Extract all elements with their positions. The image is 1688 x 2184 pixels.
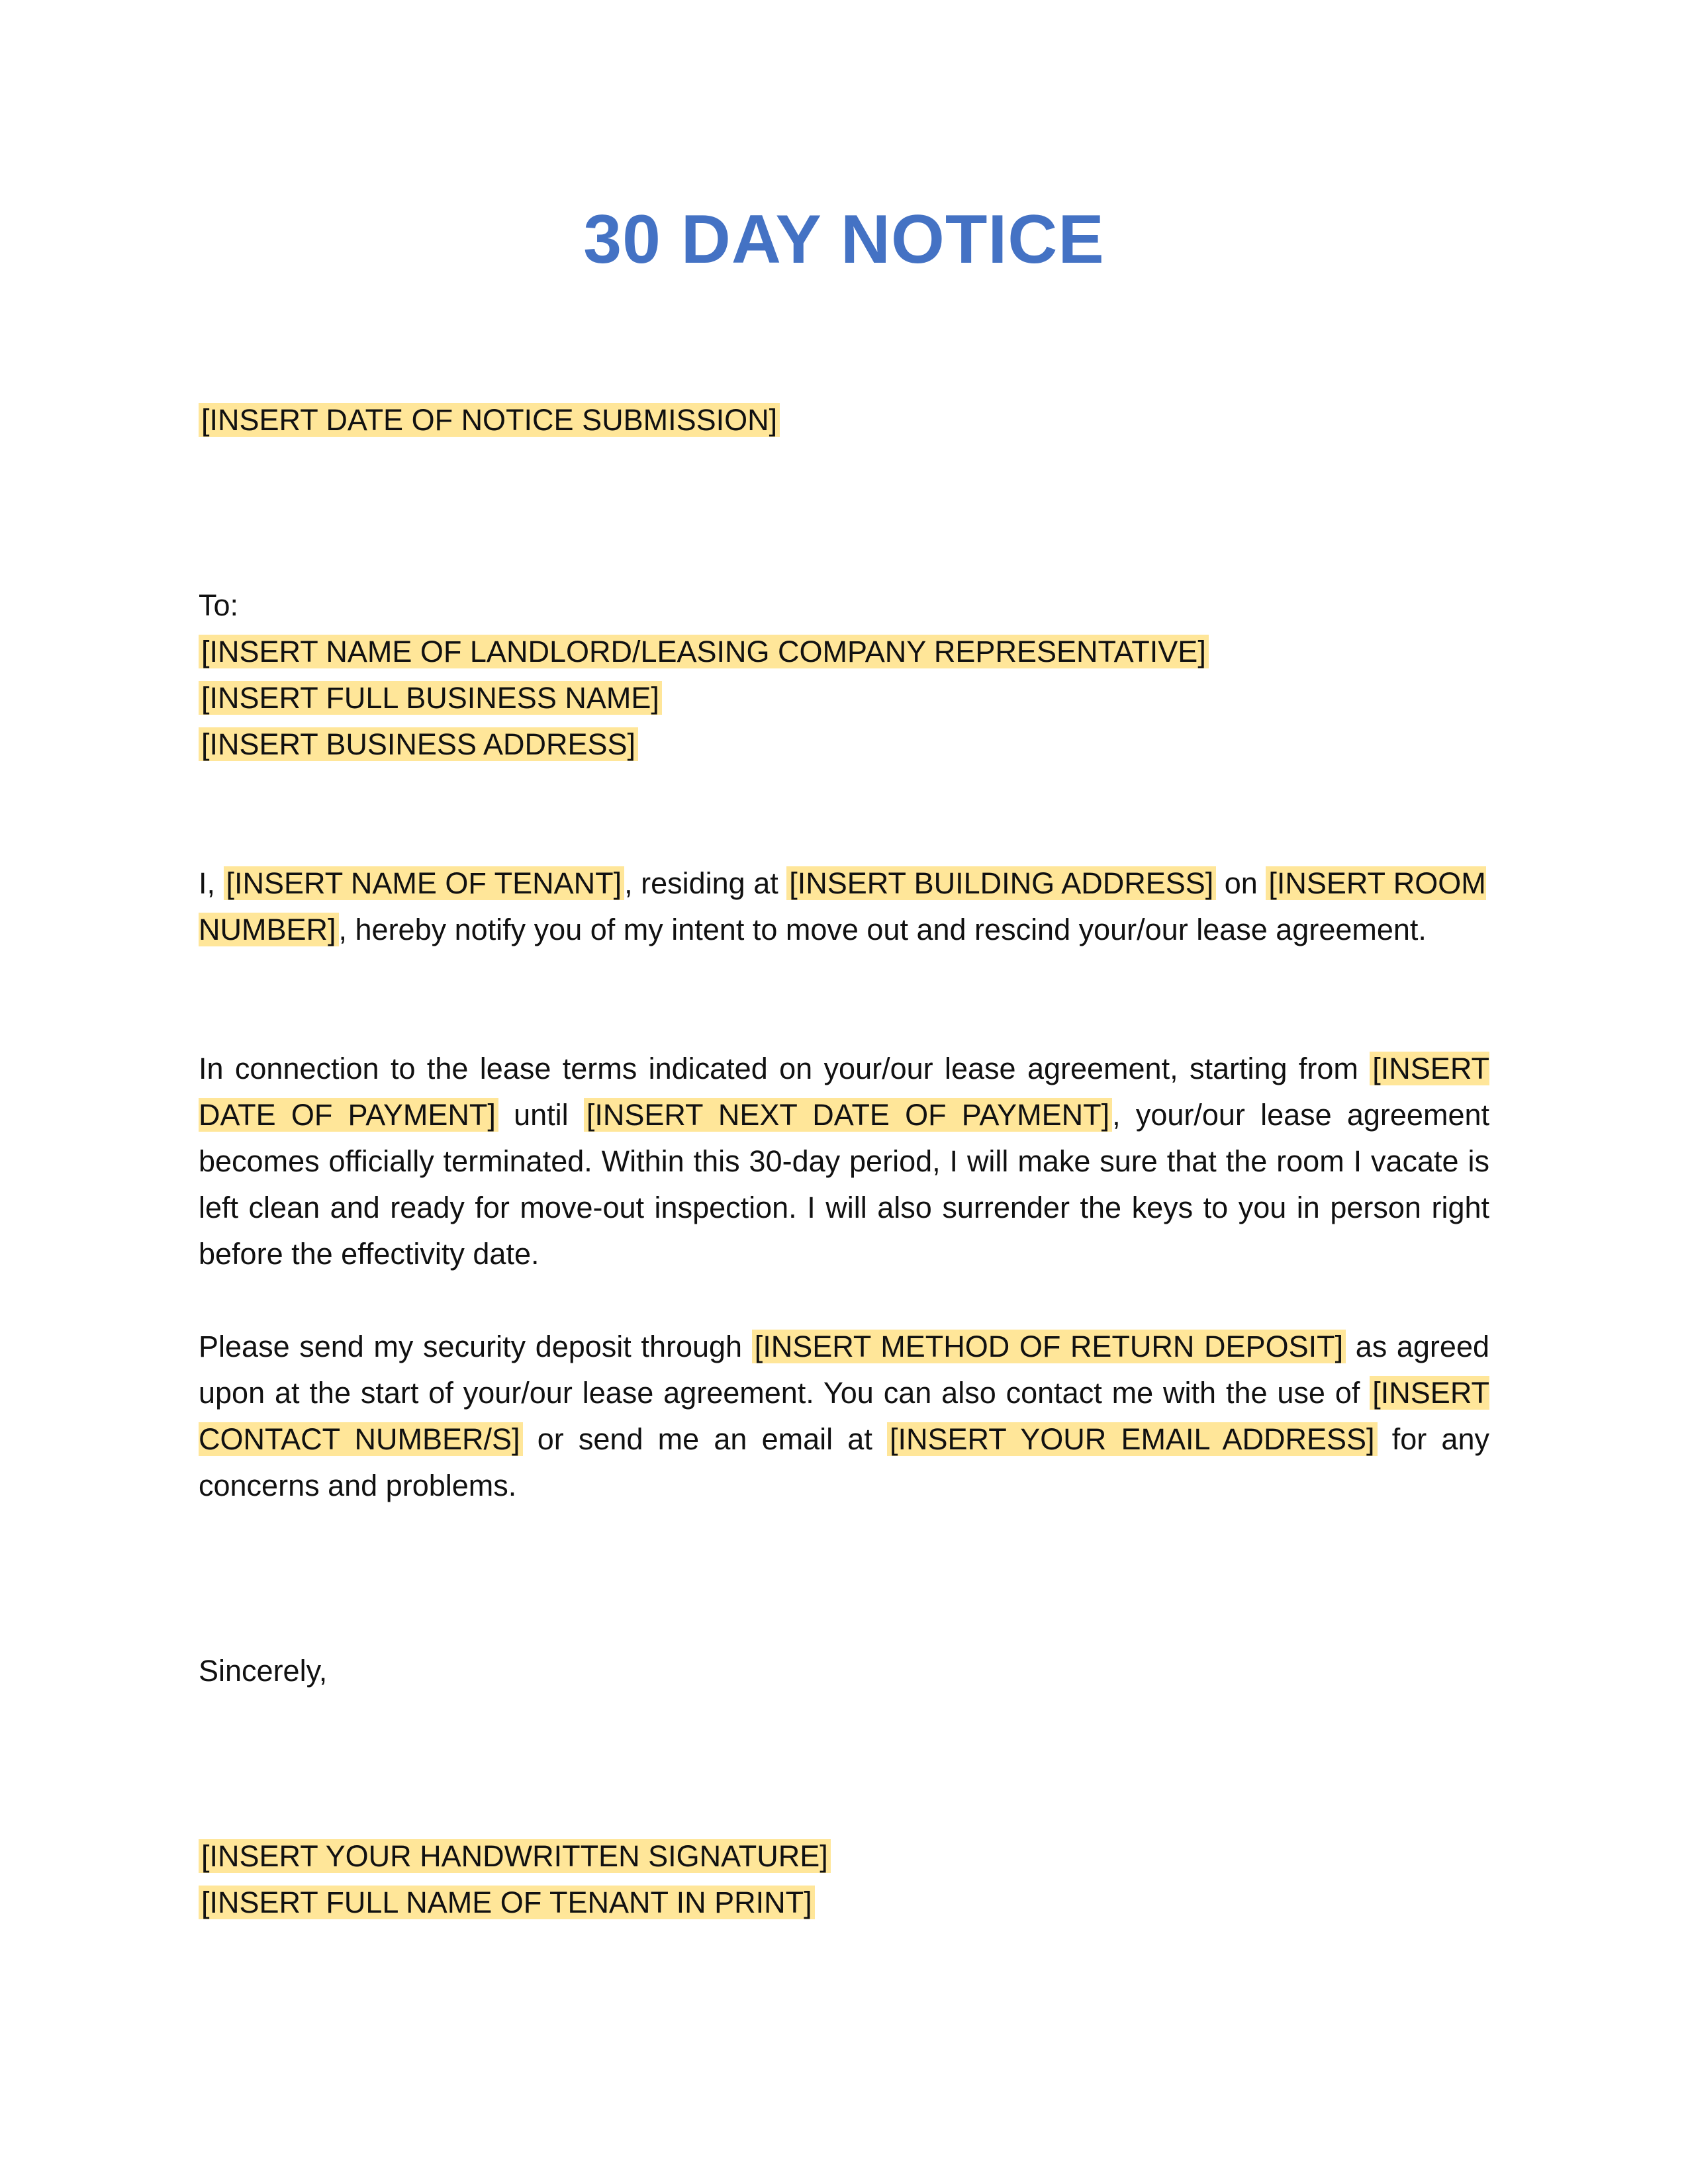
closing-block xyxy=(199,1648,1489,1694)
p3-text-1: Please send my security deposit through xyxy=(199,1330,752,1363)
p3-text-4: for any concerns and problems. xyxy=(199,1422,1489,1502)
deposit-method-placeholder: [INSERT METHOD OF RETURN DEPOSIT] xyxy=(752,1330,1346,1363)
recipient-business-line xyxy=(199,675,1489,721)
recipient-block xyxy=(199,582,1489,768)
recipient-address-placeholder: [INSERT BUSINESS ADDRESS] xyxy=(199,727,638,761)
recipient-address-line xyxy=(199,721,1489,768)
p2-text-1: In connection to the lease terms indicated on your/our lease agreement, starting from xyxy=(199,1052,1370,1085)
p2-text-3: , your/our lease agreement becomes officially terminated. Within this 30-day period, I will make sure that the room I vacate is left clean and ready for move-out inspection. I will also surrender the keys to you in person right before the effectivity date. xyxy=(199,1098,1489,1271)
p1-text-4: , hereby notify you of my intent to move out and rescind your/our lease agreement. xyxy=(338,913,1427,946)
closing-text: Sincerely, xyxy=(199,1654,328,1688)
p1-text-1: I, xyxy=(199,866,224,900)
paragraph-deposit xyxy=(199,1324,1489,1509)
print-name-placeholder: [INSERT FULL NAME OF TENANT IN PRINT] xyxy=(199,1886,815,1919)
paragraph-intent xyxy=(199,860,1489,953)
next-payment-date-placeholder: [INSERT NEXT DATE OF PAYMENT] xyxy=(584,1098,1112,1132)
p1-text-3: on xyxy=(1216,866,1266,900)
recipient-label: To: xyxy=(199,588,239,622)
p1-text-2: , residing at xyxy=(624,866,787,900)
recipient-name-line xyxy=(199,629,1489,675)
print-name-line xyxy=(199,1880,1489,1926)
signature-placeholder: [INSERT YOUR HANDWRITTEN SIGNATURE] xyxy=(199,1839,831,1873)
payment-date-placeholder: [INSERT DATE OF PAYMENT] xyxy=(199,1052,1489,1132)
signature-block xyxy=(199,1833,1489,1926)
building-address-placeholder: [INSERT BUILDING ADDRESS] xyxy=(786,866,1216,900)
p2-text-2: until xyxy=(498,1098,584,1132)
p3-text-2: as agreed upon at the start of your/our lease agreement. You can also contact me with the use of xyxy=(199,1330,1489,1410)
recipient-business-placeholder: [INSERT FULL BUSINESS NAME] xyxy=(199,681,662,715)
p3-text-3: or send me an email at xyxy=(522,1422,887,1456)
recipient-name-placeholder: [INSERT NAME OF LANDLORD/LEASING COMPANY REPRESENTATIVE] xyxy=(199,635,1209,668)
paragraph-lease-terms xyxy=(199,1046,1489,1277)
tenant-name-placeholder: [INSERT NAME OF TENANT] xyxy=(224,866,625,900)
date-placeholder: [INSERT DATE OF NOTICE SUBMISSION] xyxy=(199,403,780,437)
contact-number-placeholder: [INSERT CONTACT NUMBER/S] xyxy=(199,1376,1489,1456)
notice-date-block xyxy=(199,397,1489,443)
email-address-placeholder: [INSERT YOUR EMAIL ADDRESS] xyxy=(887,1422,1378,1456)
room-number-placeholder: [INSERT ROOM NUMBER] xyxy=(199,866,1486,946)
signature-line xyxy=(199,1833,1489,1880)
document-title: 30 DAY NOTICE xyxy=(583,201,1105,278)
